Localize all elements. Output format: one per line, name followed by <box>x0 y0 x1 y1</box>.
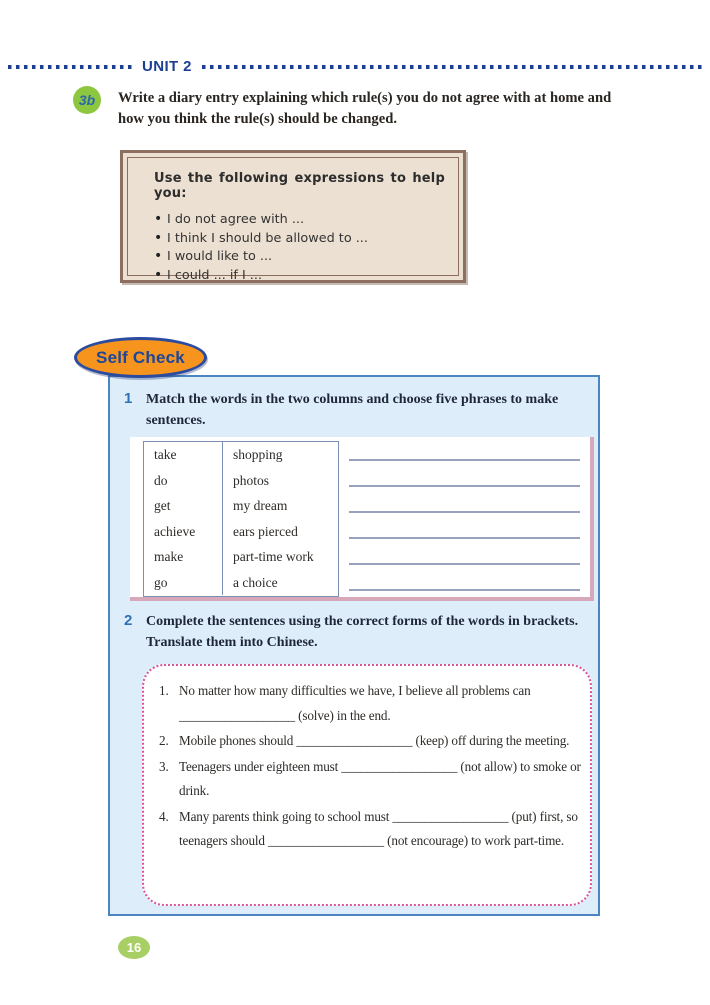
exercise-2-instruction: Complete the sentences using the correct forms of the words in brackets. Translate them into Chinese. <box>146 614 579 650</box>
answer-line[interactable] <box>349 565 580 591</box>
exercise-1-instruction: Match the words in the two columns and choose five phrases to make sentences. <box>146 392 559 428</box>
match-right-word: part-time work <box>222 544 338 570</box>
unit-header <box>8 58 703 75</box>
self-check-panel <box>108 375 600 916</box>
match-right-word: my dream <box>222 493 338 519</box>
match-right-word: shopping <box>222 442 338 468</box>
match-right-word: a choice <box>222 570 338 596</box>
match-left-word: achieve <box>154 523 196 539</box>
answer-line[interactable] <box>349 487 580 513</box>
self-check-label: Self Check <box>96 347 185 367</box>
match-table <box>143 441 339 597</box>
dotted-rule-right <box>202 65 703 69</box>
expression-item: • I could ... if I ... <box>154 268 448 283</box>
sentence-text: Mobile phones should __________________ (keep) off during the meeting. <box>179 733 570 749</box>
sentence-text: Many parents think going to school must __________________ (put) first, so teenagers should __________________ (not encourage) to work part-time. <box>179 808 578 849</box>
sentences-list <box>144 666 590 854</box>
expression-item: • I would like to ... <box>154 249 448 264</box>
sentence-text: No matter how many difficulties we have, I believe all problems can __________________ (solve) in the end. <box>179 683 531 723</box>
sentence-number: 3. <box>159 758 169 774</box>
match-left-word: go <box>154 574 168 590</box>
unit-label: UNIT 2 <box>142 58 192 75</box>
sentence-number: 2. <box>159 733 169 749</box>
answer-line[interactable] <box>349 435 580 461</box>
sentence-item <box>159 805 582 854</box>
match-left-word: get <box>154 498 171 513</box>
exercise-2-number: 2 <box>124 612 133 629</box>
expressions-box-inner <box>127 157 459 283</box>
exercise-2-heading <box>122 611 586 653</box>
sentence-text: Teenagers under eighteen must __________________ (not allow) to smoke or drink. <box>179 758 581 799</box>
answer-line[interactable] <box>349 539 580 565</box>
sentence-item <box>159 679 582 728</box>
match-left-word: take <box>154 447 177 462</box>
page-number-badge <box>118 936 150 959</box>
exercise-1-number: 1 <box>124 390 133 407</box>
answer-lines <box>349 435 580 591</box>
expressions-list <box>154 212 448 283</box>
expression-item: • I think I should be allowed to ... <box>154 231 448 246</box>
sentence-number: 1. <box>159 683 169 698</box>
exercise-3b-badge: 3b <box>73 86 101 114</box>
match-right-word: ears pierced <box>222 519 338 545</box>
self-check-badge <box>74 337 207 378</box>
sentence-number: 4. <box>159 808 169 824</box>
answer-line[interactable] <box>349 513 580 539</box>
expressions-title: Use the following expressions to help you: <box>154 171 445 201</box>
match-left-word: make <box>154 549 184 564</box>
match-right-word: photos <box>222 468 338 494</box>
match-left-word: do <box>154 472 168 488</box>
page-number: 16 <box>126 940 142 955</box>
match-area <box>130 437 594 601</box>
expressions-box <box>120 150 466 283</box>
exercise-3b-instruction: Write a diary entry explaining which rule(s) you do not agree with at home and how you think the rule(s) should be changed. <box>118 90 612 127</box>
sentences-box <box>142 664 592 906</box>
exercise-1-heading <box>122 389 586 431</box>
answer-line[interactable] <box>349 461 580 487</box>
expression-item: • I do not agree with ... <box>154 212 448 227</box>
sentence-item <box>159 729 582 754</box>
dotted-rule-left <box>8 65 132 69</box>
sentence-item <box>159 755 582 804</box>
